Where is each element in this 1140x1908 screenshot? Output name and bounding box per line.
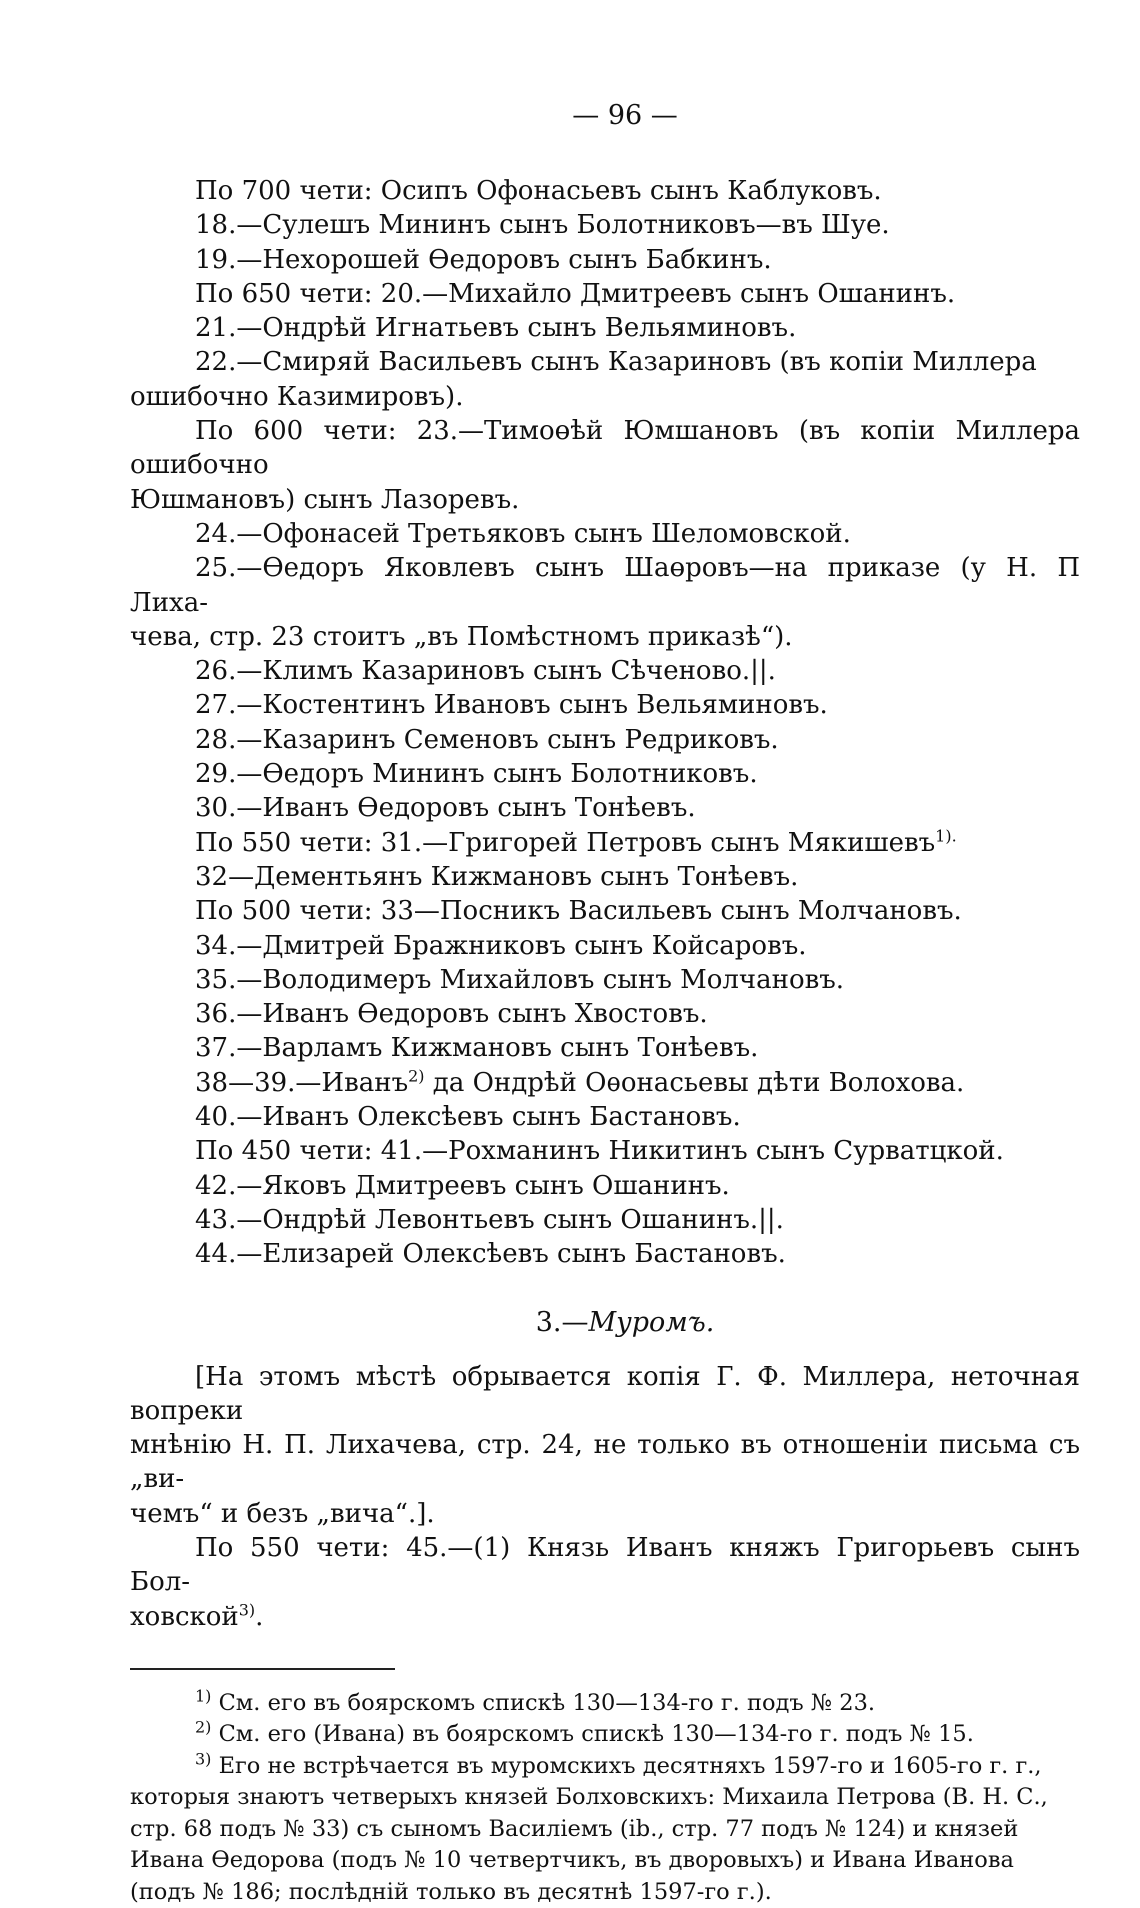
footnote-text: См. его въ боярскомъ спискѣ 130—134-го г. подъ № 23. — [211, 1689, 876, 1716]
section-number: 3.— — [535, 1306, 589, 1338]
entry-line: По 500 чети: 33—Посникъ Васильевъ сынъ Молчановъ. — [195, 896, 962, 927]
paragraph-text: . — [255, 1601, 264, 1632]
footnote-line: Ивана Өедорова (подъ № 10 четвертчикъ, въ дворовыхъ) и Ивана Иванова — [130, 1847, 1014, 1874]
entry-text: По 550 чети: 31.—Григорей Петровъ сынъ Мякишевъ — [195, 827, 936, 858]
paragraph-line: По 550 чети: 45.—(1) Князь Иванъ княжъ Григорьевъ сынъ Бол- — [130, 1532, 1080, 1598]
footnote-mark: 2) — [195, 1717, 212, 1737]
entry-list — [130, 174, 1080, 1272]
entry-line: 44.—Елизарей Олексѣевъ сынъ Бастановъ. — [195, 1239, 786, 1270]
entry-line: 28.—Казаринъ Семеновъ сынъ Редриковъ. — [195, 724, 779, 755]
entry-line: 36.—Иванъ Өедоровъ сынъ Хвостовъ. — [195, 999, 708, 1030]
footnote-line: стр. 68 подъ № 33) съ сыномъ Василiемъ (ib., стр. 77 подъ № 124) и князей — [130, 1815, 1019, 1842]
entry-text: 38—39.—Иванъ — [195, 1067, 409, 1098]
footnote-line: которыя знаютъ четверыхъ князей Болховскихъ: Михаила Петрова (В. Н. С., — [130, 1784, 1048, 1811]
entry-line: По 700 чети: Осипъ Офонасьевъ сынъ Каблуковъ. — [195, 176, 882, 206]
entry-line: По 650 чети: 20.—Михайло Дмитреевъ сынъ Ошанинъ. — [195, 278, 956, 309]
footnotes — [130, 1688, 1080, 1908]
section-heading — [130, 1306, 1080, 1340]
page-number: — 96 — — [572, 100, 678, 131]
paragraph-line: мнѣнiю Н. П. Лихачева, стр. 24, не только въ отношенiи письма съ „ви- — [130, 1430, 1080, 1495]
footnote-ref: 1). — [935, 825, 957, 845]
entry-line: 32—Дементьянъ Кижмановъ сынъ Тонѣевъ. — [195, 861, 799, 892]
entry-line: По 450 чети: 41.—Рохманинъ Никитинъ сынъ Сурватцкой. — [195, 1136, 1004, 1167]
footnote — [130, 1688, 1080, 1720]
entry-line: По 600 чети: 23.—Тимоөѣй Юмшановъ (въ копiи Миллера ошибочно — [130, 416, 1080, 481]
footnote-text: См. его (Ивана) въ боярскомъ спискѣ 130—134-го г. подъ № 15. — [211, 1721, 974, 1748]
footnote-line: (подъ № 186; послѣднiй только въ десятнѣ 1597-го г.). — [130, 1878, 772, 1905]
entry-line: 26.—Климъ Казариновъ сынъ Сѣченово.||. — [195, 656, 776, 687]
footnote-mark: 1) — [195, 1686, 212, 1706]
section-body — [130, 1360, 1080, 1634]
entry-line: 27.—Костентинъ Ивановъ сынъ Вельяминовъ. — [195, 690, 828, 721]
entry-line: 30.—Иванъ Өедоровъ сынъ Тонѣевъ. — [195, 793, 696, 824]
entry-line: 35.—Володимеръ Михайловъ сынъ Молчановъ. — [195, 964, 845, 995]
footnote-divider — [130, 1668, 395, 1670]
paragraph-line — [130, 1600, 1080, 1634]
entry-line: 34.—Дмитрей Бражниковъ сынъ Койсаровъ. — [195, 930, 807, 961]
footnote-text: Его не встрѣчается въ муромскихъ десятняхъ 1597-го и 1605-го г. г., — [211, 1752, 1042, 1779]
entry-line: 40.—Иванъ Олексѣевъ сынъ Бастановъ. — [195, 1102, 741, 1133]
entry-line: Юшмановъ) сынъ Лазоревъ. — [130, 484, 520, 515]
entry-line: 42.—Яковъ Дмитреевъ сынъ Ошанинъ. — [195, 1170, 730, 1201]
entry-line: 29.—Өедоръ Мининъ сынъ Болотниковъ. — [195, 759, 758, 790]
entry-line: 37.—Варламъ Кижмановъ сынъ Тонѣевъ. — [195, 1033, 759, 1064]
footnote-mark: 3) — [195, 1749, 212, 1769]
entry-line: 21.—Ондрѣй Игнатьевъ сынъ Вельяминовъ. — [195, 313, 797, 344]
footnote — [130, 1751, 1080, 1783]
entry-line: 25.—Өедоръ Яковлевъ сынъ Шаөровъ—на приказе (у Н. П Лиха- — [130, 553, 1080, 618]
entry-line: 22.—Смиряй Васильевъ сынъ Казариновъ (въ копiи Миллера — [195, 347, 1037, 378]
entry-line: ошибочно Казимировъ). — [130, 381, 464, 412]
entry-line: 18.—Сулешъ Мининъ сынъ Болотниковъ—въ Шуе. — [195, 210, 890, 241]
footnote — [130, 1719, 1080, 1751]
entry-line: 19.—Нехорошей Өедоровъ сынъ Бабкинъ. — [195, 244, 772, 275]
footnote-ref: 2) — [408, 1066, 425, 1086]
entry-text: да Ондрѣй Оѳонасьевы дѣти Волохова. — [424, 1067, 965, 1098]
entry-line — [130, 1066, 1080, 1100]
footnote-ref: 3) — [238, 1599, 256, 1619]
paragraph-text: ховской — [130, 1601, 239, 1632]
section-title: Муромъ. — [588, 1306, 715, 1338]
paragraph-line: чемъ“ и безъ „вича“.]. — [130, 1498, 435, 1529]
entry-line — [130, 826, 1080, 860]
paragraph-line: [На этомъ мѣстѣ обрывается копiя Г. Ф. Миллера, неточная вопреки — [130, 1361, 1080, 1426]
entry-line: чева, стр. 23 стоитъ „въ Помѣстномъ приказѣ“). — [130, 621, 793, 652]
entry-line: 43.—Ондрѣй Левонтьевъ сынъ Ошанинъ.||. — [195, 1204, 784, 1235]
entry-line: 24.—Офонасей Третьяковъ сынъ Шеломовской. — [195, 518, 851, 549]
